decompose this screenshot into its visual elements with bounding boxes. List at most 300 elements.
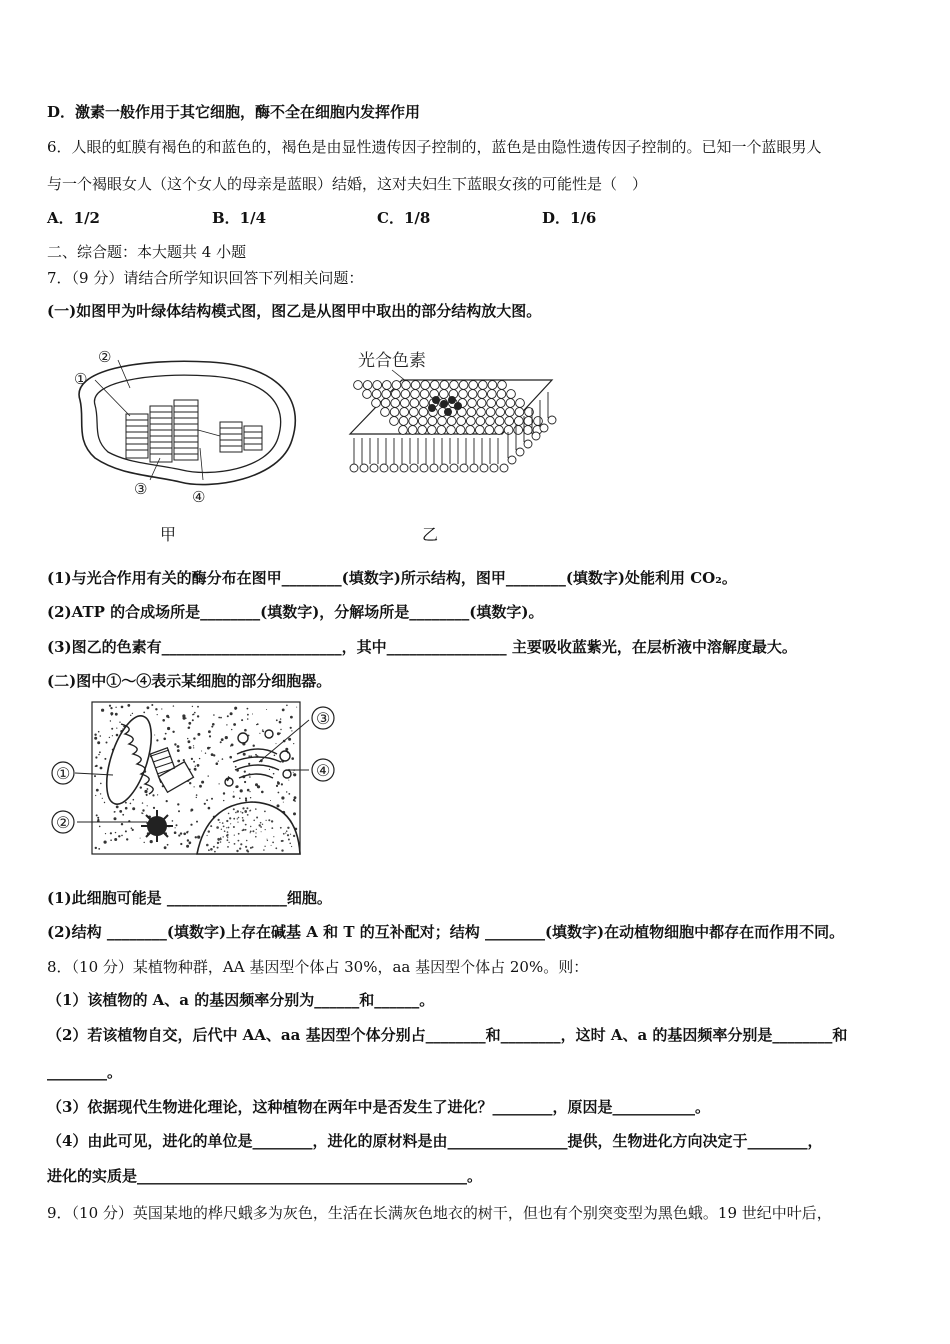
lipid-head: [456, 426, 465, 435]
cytoplasm-dot: [252, 830, 254, 832]
lipid-head: [409, 408, 418, 417]
cytoplasm-dot: [104, 802, 105, 803]
cytoplasm-dot: [144, 790, 147, 793]
cytoplasm-dot: [226, 724, 227, 725]
cytoplasm-dot: [286, 830, 288, 832]
cytoplasm-dot: [241, 719, 243, 721]
cytoplasm-dot: [233, 723, 236, 726]
cytoplasm-dot: [115, 713, 118, 716]
cytoplasm-dot: [277, 782, 280, 785]
q6-stem-line2: 与一个褐眼女人（这个女人的母亲是蓝眼）结婚，这对夫妇生下蓝眼女孩的可能性是（ ）: [47, 175, 648, 193]
caption-jia: 甲: [160, 525, 177, 544]
cytoplasm-dot: [243, 753, 246, 756]
lipid-head: [392, 381, 401, 390]
cytoplasm-dot: [114, 838, 117, 841]
cytoplasm-dot: [222, 758, 224, 760]
lipid-head: [420, 390, 429, 399]
cytoplasm-dot: [164, 846, 167, 849]
label-1: ①: [74, 370, 88, 388]
cytoplasm-dot: [132, 807, 135, 810]
cytoplasm-dot: [218, 717, 220, 719]
cytoplasm-dot: [256, 829, 257, 830]
lipid-head: [497, 390, 506, 399]
lipid-head: [400, 399, 409, 408]
organelle-diagram: [47, 700, 342, 858]
q8-1: （1）该植物的 A、a 的基因频率分别为______和______。: [47, 991, 435, 1009]
lipid-head: [401, 390, 410, 399]
cytoplasm-dot: [110, 707, 112, 709]
cytoplasm-dot: [237, 822, 238, 823]
cytoplasm-dot: [240, 811, 241, 812]
cytoplasm-dot: [293, 812, 296, 815]
q7-part2-intro: (二)图中①～④表示某细胞的部分细胞器。: [47, 672, 332, 690]
cytoplasm-dot: [250, 826, 251, 827]
cytoplasm-dot: [244, 781, 246, 783]
q6-stem-line1: 6．人眼的虹膜有褐色的和蓝色的，褐色是由显性遗传因子控制的，蓝色是由隐性遗传因子控制的。已知一个蓝眼男人: [47, 138, 822, 156]
q6-option-d: D．1/6: [542, 209, 597, 227]
cytoplasm-dot: [197, 733, 200, 736]
lipid-head: [466, 426, 475, 435]
cytoplasm-dot: [245, 846, 247, 848]
q6-options: [47, 208, 910, 228]
cytoplasm-dot: [283, 833, 285, 835]
cytoplasm-dot: [261, 791, 264, 794]
cytoplasm-dot: [204, 803, 206, 805]
cytoplasm-dot: [226, 820, 228, 822]
lipid-head: [486, 417, 495, 426]
cytoplasm-dot: [234, 835, 235, 836]
cytoplasm-dot: [110, 832, 112, 834]
cytoplasm-dot: [141, 812, 143, 814]
cytoplasm-dot: [144, 842, 145, 843]
cytoplasm-dot: [247, 714, 249, 716]
lipid-head: [468, 390, 477, 399]
cytoplasm-dot: [265, 829, 266, 830]
cytoplasm-dot: [212, 723, 215, 726]
cytoplasm-dot: [140, 838, 141, 839]
cytoplasm-dot: [188, 722, 191, 725]
cytoplasm-dot: [188, 740, 191, 743]
cytoplasm-dot: [266, 709, 267, 710]
cytoplasm-dot: [207, 835, 208, 836]
cytoplasm-dot: [132, 829, 134, 831]
cytoplasm-dot: [157, 714, 158, 715]
cytoplasm-dot: [94, 775, 96, 777]
cytoplasm-dot: [97, 817, 99, 819]
cytoplasm-dot: [194, 769, 196, 771]
cytoplasm-dot: [233, 796, 235, 798]
cytoplasm-dot: [195, 766, 196, 767]
q6-option-c: C．1/8: [377, 209, 431, 227]
cytoplasm-dot: [146, 795, 147, 796]
cytoplasm-dot: [133, 799, 135, 801]
cytoplasm-dot: [130, 803, 132, 805]
cytoplasm-dot: [293, 743, 294, 744]
pigment-label: 光合色素: [358, 351, 426, 371]
cytoplasm-dot: [105, 833, 106, 834]
lipid-head: [382, 381, 391, 390]
cytoplasm-dot: [163, 738, 166, 741]
cytoplasm-dot: [208, 849, 210, 851]
lipid-head: [469, 381, 478, 390]
cytoplasm-dot: [172, 731, 174, 733]
lipid-head: [467, 408, 476, 417]
cytoplasm-dot: [121, 823, 123, 825]
lipid-head: [400, 408, 409, 417]
organelle-label-1: ①: [56, 764, 71, 783]
cytoplasm-dot: [287, 827, 289, 829]
cytoplasm-dot: [229, 817, 231, 819]
cytoplasm-dot: [168, 716, 170, 718]
cytoplasm-dot: [262, 729, 263, 730]
cytoplasm-dot: [190, 824, 192, 826]
cytoplasm-dot: [191, 758, 193, 760]
cytoplasm-dot: [100, 793, 101, 794]
cytoplasm-dot: [238, 840, 240, 842]
cytoplasm-dot: [273, 773, 275, 775]
cytoplasm-dot: [280, 827, 282, 829]
lipid-head: [399, 417, 408, 426]
cytoplasm-dot: [114, 811, 116, 813]
cytoplasm-dot: [276, 719, 278, 721]
cytoplasm-dot: [234, 708, 236, 710]
cytoplasm-dot: [223, 800, 224, 801]
cytoplasm-dot: [187, 831, 188, 832]
cytoplasm-dot: [279, 721, 282, 724]
lipid-head: [373, 381, 382, 390]
cytoplasm-dot: [294, 796, 297, 799]
cytoplasm-dot: [95, 765, 97, 767]
cytoplasm-dot: [199, 758, 200, 759]
cytoplasm-dot: [187, 738, 188, 739]
cytoplasm-dot: [239, 798, 241, 800]
lipid-head: [363, 390, 372, 399]
lipid-head: [487, 399, 496, 408]
cytoplasm-dot: [126, 838, 128, 840]
cytoplasm-dot: [94, 737, 97, 740]
cytoplasm-dot: [177, 749, 180, 752]
cytoplasm-dot: [237, 818, 238, 819]
cytoplasm-dot: [211, 753, 214, 756]
cytoplasm-dot: [240, 843, 242, 845]
cytoplasm-dot: [242, 819, 244, 821]
cytoplasm-dot: [273, 836, 274, 837]
lipid-head: [437, 426, 446, 435]
cytoplasm-dot: [276, 743, 277, 744]
cytoplasm-dot: [245, 799, 247, 801]
cytoplasm-dot: [122, 814, 124, 816]
cytoplasm-dot: [279, 733, 281, 735]
lipid-head: [468, 399, 477, 408]
cytoplasm-dot: [242, 817, 244, 819]
lipid-head: [476, 417, 485, 426]
cytoplasm-dot: [245, 829, 247, 831]
cytoplasm-dot: [188, 727, 190, 729]
cytoplasm-dot: [247, 789, 250, 792]
cytoplasm-dot: [167, 727, 170, 730]
lipid-head: [391, 390, 400, 399]
cytoplasm-dot: [275, 847, 277, 849]
lipid-head: [420, 399, 429, 408]
cytoplasm-dot: [95, 756, 97, 758]
lipid-head: [459, 381, 468, 390]
cytoplasm-dot: [288, 738, 291, 741]
thylakoid-membrane-diagram: [340, 342, 565, 492]
cytoplasm-dot: [253, 820, 255, 822]
cytoplasm-dot: [177, 760, 180, 763]
cytoplasm-dot: [224, 830, 226, 832]
cytoplasm-dot: [194, 786, 195, 787]
cytoplasm-dot: [116, 806, 119, 809]
cytoplasm-dot: [255, 836, 257, 838]
cytoplasm-dot: [226, 827, 227, 828]
lipid-head: [382, 390, 391, 399]
cytoplasm-dot: [259, 824, 261, 826]
cytoplasm-dot: [194, 712, 196, 714]
cytoplasm-dot: [255, 783, 258, 786]
cytoplasm-dot: [226, 834, 228, 836]
cytoplasm-dot: [100, 767, 103, 770]
cytoplasm-dot: [271, 820, 273, 822]
cytoplasm-dot: [208, 775, 209, 776]
cytoplasm-dot: [233, 791, 234, 792]
lipid-head: [402, 381, 411, 390]
cytoplasm-dot: [276, 785, 278, 787]
cytoplasm-dot: [247, 708, 249, 710]
cytoplasm-dot: [196, 794, 198, 796]
cytoplasm-dot: [152, 794, 154, 796]
lipid-head: [504, 426, 513, 435]
cytoplasm-dot: [96, 789, 99, 792]
cytoplasm-dot: [192, 719, 194, 721]
cytoplasm-dot: [151, 704, 153, 706]
cytoplasm-dot: [118, 835, 120, 837]
cytoplasm-dot: [147, 805, 148, 806]
cytoplasm-dot: [205, 753, 206, 754]
lipid-head: [477, 399, 486, 408]
cytoplasm-dot: [98, 731, 100, 733]
cytoplasm-dot: [150, 840, 153, 843]
cytoplasm-dot: [197, 764, 200, 767]
cytoplasm-dot: [261, 831, 262, 832]
cytoplasm-dot: [98, 848, 100, 850]
cytoplasm-dot: [213, 846, 215, 848]
cytoplasm-dot: [121, 835, 123, 837]
cytoplasm-dot: [289, 843, 291, 845]
q7-1-1: (1)与光合作用有关的酶分布在图甲________(填数字)所示结构，图甲________(填数字)处能利用 CO₂。: [47, 569, 737, 587]
lipid-head: [381, 399, 390, 408]
cytoplasm-dot: [127, 704, 130, 707]
cytoplasm-dot: [282, 709, 285, 712]
cytoplasm-dot: [197, 836, 200, 839]
cytoplasm-dot: [101, 709, 104, 712]
cytoplasm-dot: [98, 754, 99, 755]
cytoplasm-dot: [187, 839, 189, 841]
cytoplasm-dot: [201, 751, 202, 752]
lipid-head: [486, 408, 495, 417]
cytoplasm-dot: [230, 712, 233, 715]
cytoplasm-dot: [255, 808, 257, 810]
cytoplasm-dot: [110, 712, 113, 715]
cytoplasm-dot: [111, 728, 113, 730]
cytoplasm-dot: [293, 772, 294, 773]
cytoplasm-dot: [249, 791, 250, 792]
cytoplasm-dot: [157, 794, 158, 795]
cytoplasm-dot: [180, 832, 182, 834]
label-4: ④: [192, 488, 206, 506]
cytoplasm-dot: [182, 714, 185, 717]
cytoplasm-dot: [291, 730, 292, 731]
cytoplasm-dot: [228, 813, 230, 815]
cytoplasm-dot: [286, 705, 288, 707]
cytoplasm-dot: [131, 827, 133, 829]
cytoplasm-dot: [229, 756, 232, 759]
cytoplasm-dot: [125, 802, 127, 804]
cytoplasm-dot: [115, 832, 116, 833]
q6-option-b: B．1/4: [212, 209, 267, 227]
cytoplasm-dot: [132, 713, 133, 714]
cytoplasm-dot: [250, 831, 252, 833]
cytoplasm-dot: [237, 811, 238, 812]
lipid-head: [440, 381, 449, 390]
cytoplasm-dot: [242, 807, 244, 809]
cytoplasm-dot: [206, 844, 209, 847]
cytoplasm-dot: [191, 809, 194, 812]
lipid-head: [447, 417, 456, 426]
lipid-head: [391, 399, 400, 408]
cytoplasm-dot: [255, 832, 256, 833]
cytoplasm-dot: [147, 788, 149, 790]
cytoplasm-dot: [109, 705, 111, 707]
cytoplasm-dot: [281, 796, 284, 799]
cytoplasm-dot: [231, 729, 232, 730]
cytoplasm-dot: [142, 809, 144, 811]
cytoplasm-dot: [99, 751, 101, 753]
cytoplasm-dot: [207, 747, 210, 750]
cytoplasm-dot: [221, 738, 224, 741]
cytoplasm-dot: [233, 826, 235, 828]
lipid-head: [495, 426, 504, 435]
cytoplasm-dot: [106, 742, 108, 744]
lipid-head: [390, 408, 399, 417]
cytoplasm-dot: [235, 786, 238, 789]
cytoplasm-dot: [248, 763, 250, 765]
q7-1-3: (3)图乙的色素有________________________，其中________________ 主要吸收蓝紫光，在层析液中溶解度最大。: [47, 638, 797, 656]
cytoplasm-dot: [116, 734, 119, 737]
organelle-label-2: ②: [56, 813, 71, 832]
q9-stem-line1: 9．（10 分）英国某地的桦尺蛾多为灰色，生活在长满灰色地衣的树干，但也有个别突变型为黑色蛾。19 世纪中叶后，: [47, 1204, 832, 1222]
cytoplasm-dot: [192, 706, 193, 707]
cytoplasm-dot: [230, 823, 231, 824]
cytoplasm-dot: [208, 730, 211, 733]
cytoplasm-dot: [154, 735, 155, 736]
cytoplasm-dot: [281, 840, 283, 842]
cytoplasm-dot: [162, 719, 165, 722]
cytoplasm-dot: [175, 827, 176, 828]
cytoplasm-dot: [280, 729, 281, 730]
cytoplasm-dot: [100, 783, 102, 785]
cytoplasm-dot: [116, 728, 117, 729]
cytoplasm-dot: [97, 741, 100, 744]
cytoplasm-dot: [183, 759, 185, 761]
cytoplasm-dot: [262, 824, 263, 825]
cytoplasm-dot: [260, 822, 262, 824]
cytoplasm-dot: [240, 789, 243, 792]
cytoplasm-dot: [216, 826, 219, 829]
lipid-head: [411, 381, 420, 390]
lipid-head: [496, 408, 505, 417]
lipid-head: [466, 417, 475, 426]
cytoplasm-dot: [255, 754, 257, 756]
cytoplasm-dot: [227, 837, 228, 838]
cytoplasm-dot: [173, 705, 174, 706]
lipid-head: [390, 417, 399, 426]
cytoplasm-dot: [257, 723, 259, 725]
cytoplasm-dot: [246, 840, 248, 842]
cytoplasm-dot: [267, 840, 268, 841]
lipid-head: [363, 381, 372, 390]
cytoplasm-dot: [245, 811, 247, 813]
lipid-head: [409, 417, 418, 426]
cytoplasm-dot: [142, 802, 143, 803]
cytoplasm-dot: [125, 807, 128, 810]
lipid-head: [487, 390, 496, 399]
cytoplasm-dot: [119, 722, 120, 723]
cytoplasm-dot: [218, 761, 219, 762]
cytoplasm-dot: [130, 715, 131, 716]
lipid-head: [372, 390, 381, 399]
lipid-head: [439, 390, 448, 399]
cytoplasm-dot: [288, 793, 290, 795]
cytoplasm-dot: [227, 846, 229, 848]
cytoplasm-dot: [281, 783, 283, 785]
cytoplasm-dot: [210, 825, 212, 827]
cytoplasm-dot: [247, 814, 249, 816]
cytoplasm-dot: [220, 717, 222, 719]
cytoplasm-dot: [228, 842, 229, 843]
cytoplasm-dot: [178, 834, 180, 836]
cytoplasm-dot: [114, 817, 117, 820]
cytoplasm-dot: [293, 835, 295, 837]
lipid-head: [408, 426, 417, 435]
cytoplasm-dot: [213, 714, 215, 716]
cytoplasm-dot: [290, 834, 291, 835]
chloroplast-diagram: [60, 340, 310, 506]
cytoplasm-dot: [264, 811, 266, 813]
cytoplasm-dot: [206, 799, 208, 801]
lipid-head: [428, 417, 437, 426]
cytoplasm-dot: [125, 830, 127, 832]
cytoplasm-dot: [227, 839, 229, 841]
cytoplasm-dot: [218, 819, 220, 821]
cytoplasm-dot: [245, 824, 247, 826]
cytoplasm-dot: [99, 826, 101, 828]
cytoplasm-dot: [156, 739, 158, 741]
cytoplasm-dot: [209, 735, 211, 737]
lipid-head: [488, 381, 497, 390]
lipid-head: [421, 381, 430, 390]
cytoplasm-dot: [201, 781, 204, 784]
lipid-head: [418, 417, 427, 426]
lipid-head: [411, 390, 420, 399]
lipid-head: [459, 390, 468, 399]
cytoplasm-dot: [209, 747, 210, 748]
cytoplasm-dot: [223, 826, 225, 828]
cytoplasm-dot: [189, 746, 192, 749]
cytoplasm-dot: [180, 843, 182, 845]
cytoplasm-dot: [228, 827, 230, 829]
cytoplasm-dot: [281, 849, 283, 851]
